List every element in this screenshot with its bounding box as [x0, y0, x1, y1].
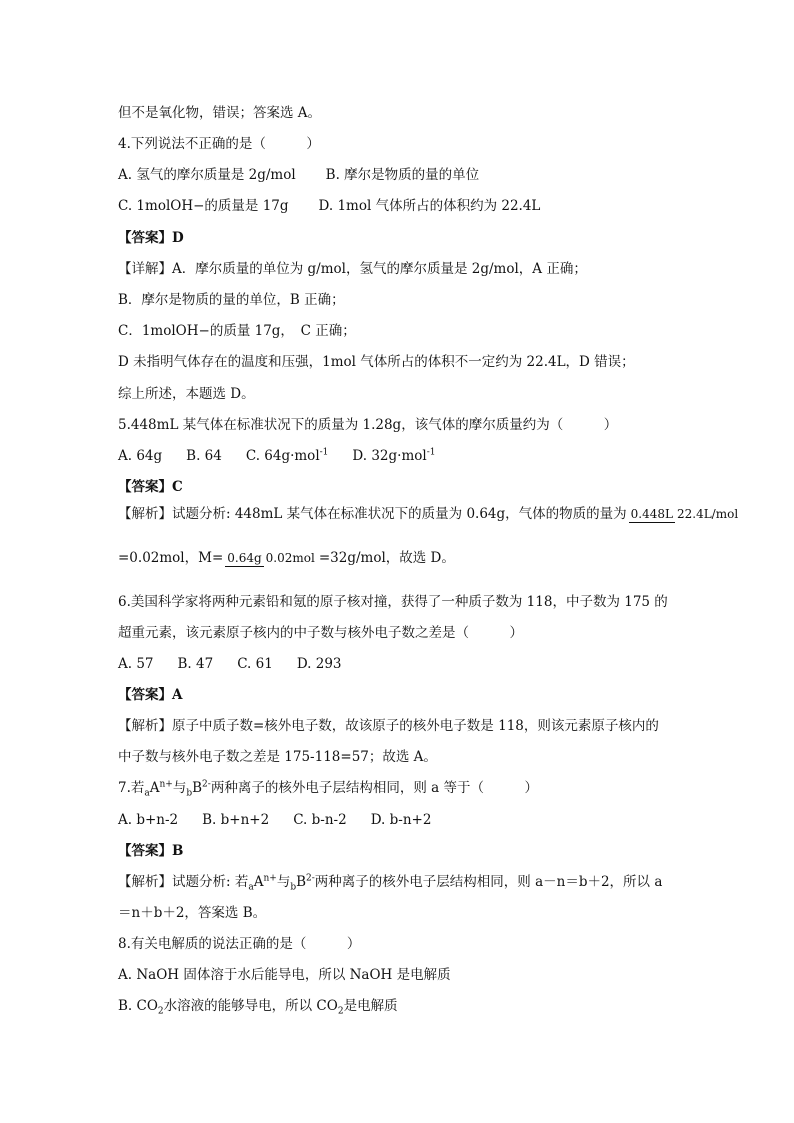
explanation-line: ＝n＋b＋2，答案选 B。	[118, 905, 267, 921]
option-c: C. b-n-2	[293, 812, 347, 828]
explanation-line: B．摩尔是物质的量的单位，B 正确；	[118, 292, 345, 308]
question-7: 7.若$_aA^{n+}$与$_bB^{2-}$两种离子的核外电子层结构相同，则 a 等于（ ）	[118, 779, 538, 799]
question-4-options-2	[118, 197, 540, 215]
question-7-options	[118, 811, 431, 829]
option-b: B. 摩尔是物质的量的单位	[325, 167, 480, 183]
option-d: D. 1mol 气体所占的体积约为 22.4L	[318, 198, 541, 214]
answer-label: 【答案】B	[118, 843, 184, 859]
question-8: 8.有关电解质的说法正确的是（ ）	[118, 936, 361, 952]
question-5-options	[118, 447, 436, 465]
question-6-options	[118, 655, 342, 673]
explanation-line: 【解析】试题分析: 若$_aA^{n+}$与$_bB^{2-}$两种离子的核外电子层结构相同，则 a－n＝b＋2，所以 a	[118, 873, 663, 893]
question-4-options	[118, 166, 479, 184]
option-a: A. 57	[118, 656, 154, 672]
answer-label: 【答案】C	[118, 479, 183, 495]
question-4: 4.下列说法不正确的是（ ）	[118, 136, 320, 152]
explanation-line: 【解析】原子中质子数=核外电子数，故该原子的核外电子数是 118，则该元素原子核内的	[118, 718, 659, 734]
explanation-line: =0.02mol，M= 0.64g 0.02mol =32g/mol，故选 D。	[118, 550, 455, 566]
explanation-line: 中子数与核外电子数之差是 175-118=57；故选 A。	[118, 749, 437, 765]
explanation-line: 【详解】A．摩尔质量的单位为 g/mol，氢气的摩尔质量是 2g/mol，A 正确；	[118, 261, 587, 277]
option-c: C. 1molOH−的质量是 17g	[118, 198, 289, 214]
answer-label: 【答案】D	[118, 230, 184, 246]
option-a: A. b+n-2	[118, 812, 179, 828]
option-a: A. NaOH 固体溶于水后能导电，所以 NaOH 是电解质	[118, 967, 451, 983]
option-c: C. 61	[237, 656, 273, 672]
text-line: 但不是氧化物，错误；答案选 A。	[118, 105, 322, 121]
option-c: C. 64g·mol$^{-1}$	[245, 447, 329, 464]
option-b: B. 64	[186, 448, 222, 464]
fraction: 0.448L 22.4L/mol	[630, 507, 739, 521]
option-d: D. 293	[296, 656, 342, 672]
option-b: B. b+n+2	[202, 812, 270, 828]
explanation-line: 综上所述，本题选 D。	[118, 386, 255, 402]
option-b: B. $CO_2$水溶液的能够导电，所以 $CO_2$是电解质	[118, 998, 398, 1017]
explanation-line: 【解析】试题分析: 448mL 某气体在标准状况下的质量为 0.64g，气体的物质的量为 0.448L 22.4L/mol	[118, 506, 739, 522]
fraction: 0.64g 0.02mol	[227, 551, 315, 565]
option-d: D. 32g·mol$^{-1}$	[352, 447, 436, 464]
option-d: D. b-n+2	[370, 812, 432, 828]
question-6: 6.美国科学家将两种元素铅和氪的原子核对撞，获得了一种质子数为 118，中子数为 175 的	[118, 594, 668, 610]
option-a: A. 氢气的摩尔质量是 2g/mol	[118, 167, 296, 183]
question-5: 5.448mL 某气体在标准状况下的质量为 1.28g，该气体的摩尔质量约为（ ）	[118, 417, 618, 433]
option-b: B. 47	[177, 656, 214, 672]
explanation-line: C．1molOH−的质量 17g， C 正确；	[118, 323, 356, 339]
question-6-cont: 超重元素，该元素原子核内的中子数与核外电子数之差是（ ）	[118, 625, 523, 641]
explanation-line: D 未指明气体存在的温度和压强，1mol 气体所占的体积不一定约为 22.4L，D 错误；	[118, 354, 635, 370]
answer-label: 【答案】A	[118, 687, 183, 703]
option-a: A. 64g	[118, 448, 163, 464]
